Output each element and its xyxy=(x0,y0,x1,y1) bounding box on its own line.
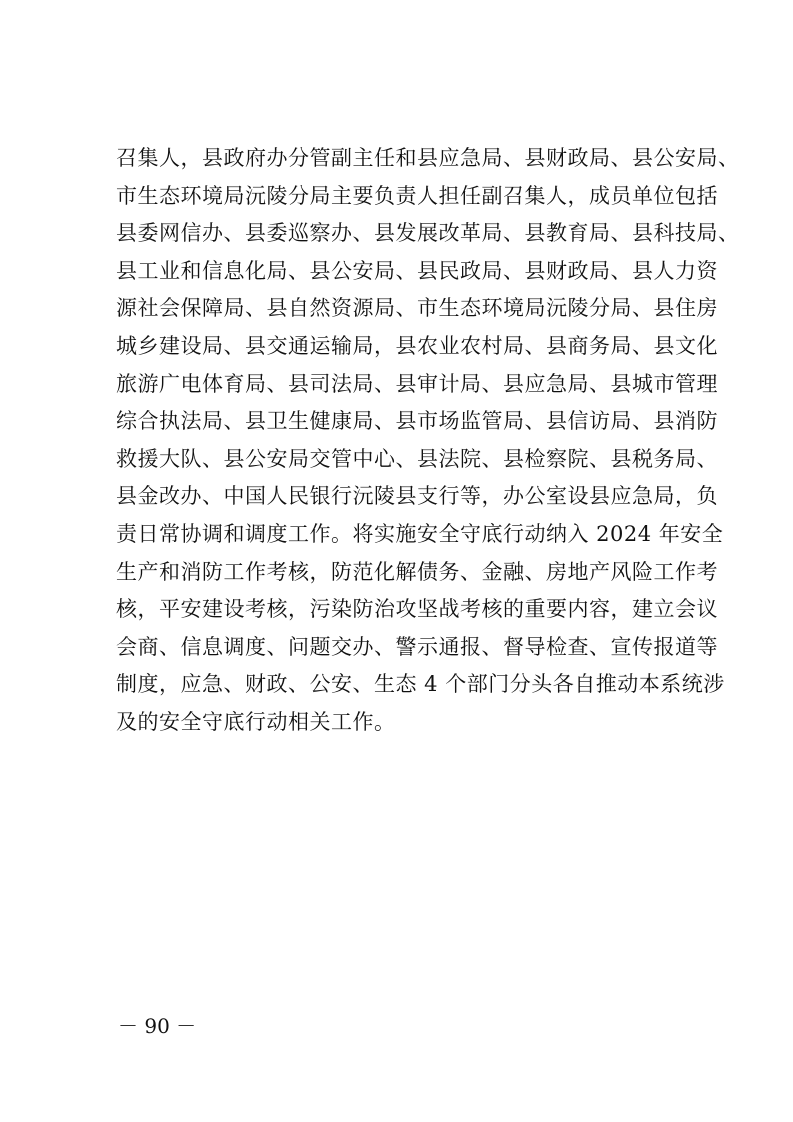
body-line: 及的安全守底行动相关工作。 xyxy=(116,709,396,734)
page-number: － 90 － xyxy=(118,1014,197,1038)
body-line: 生产和消防工作考核，防范化解债务、金融、房地产风险工作考 xyxy=(116,559,718,584)
body-line: 救援大队、县公安局交管中心、县法院、县检察院、县税务局、 xyxy=(116,446,718,471)
body-line: 县委网信办、县委巡察办、县发展改革局、县教育局、县科技局、 xyxy=(116,221,740,246)
body-line: 责日常协调和调度工作。将实施安全守底行动纳入 2024 年安全 xyxy=(116,521,724,546)
body-line: 县金改办、中国人民银行沅陵县支行等，办公室设县应急局，负 xyxy=(116,484,718,509)
body-line: 召集人，县政府办分管副主任和县应急局、县财政局、县公安局、 xyxy=(116,146,740,170)
body-line: 城乡建设局、县交通运输局，县农业农村局、县商务局、县文化 xyxy=(116,333,718,358)
body-paragraph xyxy=(116,140,740,742)
body-line: 制度，应急、财政、公安、生态 4 个部门分头各自推动本系统涉 xyxy=(116,672,725,697)
body-line: 源社会保障局、县自然资源局、市生态环境局沅陵分局、县住房 xyxy=(116,296,718,321)
body-line: 综合执法局、县卫生健康局、县市场监管局、县信访局、县消防 xyxy=(116,409,718,434)
body-line: 会商、信息调度、问题交办、警示通报、督导检查、宣传报道等 xyxy=(116,634,718,659)
body-line: 县工业和信息化局、县公安局、县民政局、县财政局、县人力资 xyxy=(116,258,718,283)
body-line: 旅游广电体育局、县司法局、县审计局、县应急局、县城市管理 xyxy=(116,371,718,396)
body-line: 市生态环境局沅陵分局主要负责人担任副召集人，成员单位包括 xyxy=(116,183,718,208)
body-line: 核，平安建设考核，污染防治攻坚战考核的重要内容，建立会议 xyxy=(116,597,718,622)
